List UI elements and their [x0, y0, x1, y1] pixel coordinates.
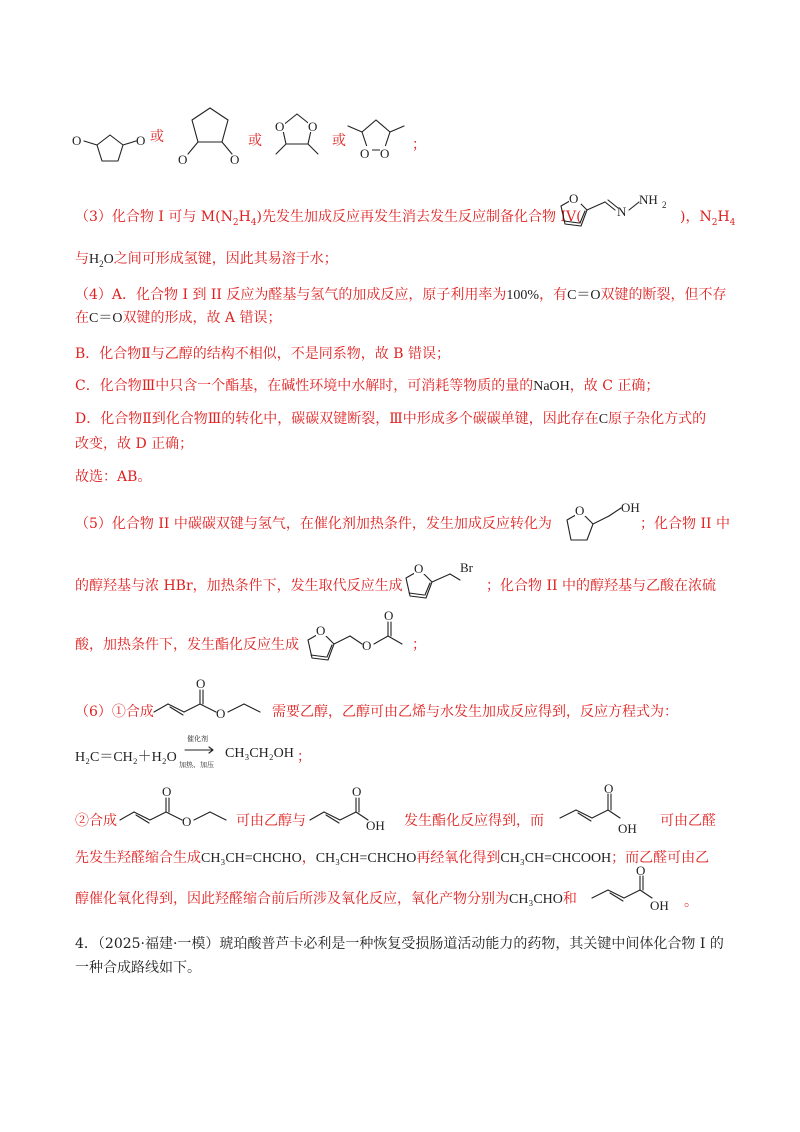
q5-line1-b: ；化合物 II 中	[640, 516, 730, 532]
q3-text: H	[238, 209, 251, 225]
svg-text:O: O	[230, 152, 240, 167]
q6-line1-b: 需要乙醇，乙醇可由乙烯与水发生加成反应得到，反应方程式为：	[272, 704, 678, 720]
q3-line1-end	[680, 207, 735, 233]
acetaldehyde-formula: CH₃CHO	[509, 892, 563, 907]
carbonyl-formula: C＝O	[89, 311, 123, 326]
ethyl-crotonate-structure	[148, 676, 278, 727]
svg-text:O: O	[308, 119, 318, 134]
svg-text:O: O	[182, 814, 192, 829]
svg-text:O: O	[636, 863, 646, 878]
furan-hydrazone-structure	[543, 188, 683, 238]
or-connector: 或	[332, 133, 346, 149]
q3-line1	[75, 207, 582, 233]
naoh-formula: NaOH	[533, 379, 570, 394]
q3-line2	[75, 249, 338, 274]
cyclopentane-1-2-dione-structure	[170, 100, 250, 170]
q6-line5	[75, 889, 577, 910]
q6-line3-c: 发生酯化反应得到，而	[404, 813, 544, 829]
h2o-formula: O	[103, 252, 114, 267]
subscript: 2	[99, 258, 104, 269]
q4-text: D．化合物Ⅱ到化合物Ⅲ的转化中，碳碳双键断裂，Ⅲ中形成多个碳碳单键，因此存在	[75, 411, 599, 427]
svg-text:O: O	[362, 638, 372, 653]
q5-line1-a: （5）化合物 II 中碳碳双键与氢气，在催化剂加热条件，发生加成反应转化为	[75, 516, 552, 532]
dimethylene-dioxolane-structure	[262, 104, 332, 174]
ethyl-crotonate-structure	[116, 784, 246, 835]
question-4-line1: 4．（2025·福建·一模）琥珀酸普芦卡必利是一种恢复受损肠道活动能力的药物，其关键中间体化合物 I 的	[75, 936, 724, 952]
crotonic-acid-formula: CH₃CH=CHCOOH	[500, 851, 612, 866]
q6-line3-a: ②合成	[75, 813, 117, 829]
or-connector: 或	[248, 133, 262, 149]
q6-line3-d: 可由乙醛	[660, 813, 716, 829]
end-punctuation: ；	[412, 137, 426, 153]
equation-right: CH₃CH₂OH	[225, 746, 294, 761]
q3-text: 之间可形成氢键，因此其易溶于水；	[113, 251, 338, 267]
equation-left: H₂C＝CH₂＋H₂O	[75, 750, 177, 765]
q4-a-line1	[75, 285, 727, 306]
subscript: 2	[711, 217, 718, 228]
q6-text: ，	[301, 850, 316, 866]
subscript: 4	[729, 217, 736, 228]
furfuryl-bromide-structure	[396, 550, 486, 605]
q3-text: )先发生加成反应再发生消去发生反应制备化合物 IV(	[256, 209, 582, 225]
percent-value: 100%	[506, 288, 540, 303]
q6-text: ；而乙醛可由乙	[611, 850, 710, 866]
subscript: 4	[250, 217, 257, 228]
svg-text:O: O	[352, 784, 362, 799]
q3-text: H	[717, 209, 730, 225]
crotonic-acid-structure	[306, 784, 406, 835]
svg-text:O: O	[360, 146, 370, 161]
svg-text:O: O	[414, 561, 424, 576]
q6-text: 醇催化氧化得到，因此羟醛缩合前后所涉及氧化反应，氧化产物分别为	[75, 891, 509, 907]
equation-end: ；	[297, 749, 311, 765]
carbonyl-formula: C＝O	[567, 288, 601, 303]
q4-text: 双键的断裂，但不存	[600, 287, 727, 303]
dimethylene-1-2-dioxolane-structure	[336, 104, 416, 174]
oh-label: OH	[621, 500, 640, 515]
svg-text:OH: OH	[618, 821, 637, 836]
cyclopentane-1-3-dione-structure	[70, 115, 150, 175]
svg-text:O: O	[216, 706, 226, 721]
q5-line3-b: ；	[412, 637, 426, 653]
svg-text:O: O	[162, 784, 172, 799]
q3-text: （3）化合物 I 可与 M(N	[75, 209, 233, 225]
q5-line2-a: 的醇羟基与浓 HBr，加热条件下，发生取代反应生成	[75, 578, 403, 594]
svg-text:O: O	[275, 119, 285, 134]
q6-line4	[75, 848, 709, 869]
crotonaldehyde-formula: CH₃CH=CHCHO	[201, 851, 302, 866]
q4-text: C．化合物Ⅲ中只含一个酯基，在碱性环境中水解时，可消耗等物质的量的	[75, 378, 534, 394]
q4-d-line1	[75, 409, 706, 430]
h2o-formula: H	[89, 252, 100, 267]
subscript: 2	[232, 217, 239, 228]
svg-text:2: 2	[662, 200, 667, 210]
q4-text: 双键的形成，故 A 错误；	[122, 310, 282, 326]
q6-line1-a: （6）①合成	[75, 704, 154, 720]
q4-text: （4）A．化合物 I 到 II 反应为醛基与氢气的加成反应，原子利用率为	[75, 287, 507, 303]
furfuryl-acetate-structure	[302, 608, 422, 668]
nh2-label: NH	[639, 192, 658, 207]
q6-text: 先发生羟醛缩合生成	[75, 850, 201, 866]
q4-text: ，有	[539, 287, 568, 303]
crotonaldehyde-formula: CH₃CH=CHCHO	[315, 851, 417, 866]
svg-text:O: O	[380, 146, 390, 161]
q6-text: 再经氧化得到	[416, 850, 501, 866]
svg-text:O: O	[575, 503, 585, 518]
q4-text: 在	[75, 310, 89, 326]
crotonic-acid-structure	[556, 781, 666, 838]
svg-text:O: O	[196, 676, 206, 691]
crotonic-acid-structure	[588, 863, 698, 918]
q4-a-line2	[75, 308, 281, 329]
svg-text:O: O	[136, 133, 146, 148]
or-connector: 或	[150, 129, 164, 145]
question-4-line2: 一种合成路线如下。	[75, 960, 201, 976]
carbon-symbol: C	[598, 412, 609, 427]
q4-d-line2: 改变，故 D 正确；	[75, 436, 194, 452]
svg-text:O: O	[178, 152, 188, 167]
q6-line5-end: 。	[684, 894, 698, 910]
q4-text: 原子杂化方式的	[608, 411, 707, 427]
reaction-arrow	[183, 744, 217, 756]
q3-text: 与	[75, 251, 89, 267]
q4-b: B．化合物Ⅱ与乙醇的结构不相似，不是同系物，故 B 错误；	[75, 346, 450, 362]
svg-text:O: O	[72, 133, 82, 148]
q4-answer: 故选：AB。	[75, 469, 152, 485]
svg-text:OH: OH	[366, 818, 385, 833]
equation-catalyst: 催化剂	[187, 735, 208, 743]
br-label: Br	[460, 560, 473, 575]
q3-text: )，N	[680, 209, 712, 225]
svg-text:O: O	[384, 608, 394, 623]
tetrahydrofurfuryl-alcohol-structure	[545, 494, 645, 549]
equation-conditions: 加热、加压	[179, 761, 214, 769]
svg-text:O: O	[316, 623, 326, 638]
n-label: N	[617, 204, 627, 219]
q4-c	[75, 376, 659, 397]
svg-text:OH: OH	[650, 898, 669, 913]
q5-line2-b: ；化合物 II 中的醇羟基与乙酸在浓硫	[486, 578, 716, 594]
q5-line3-a: 酸，加热条件下，发生酯化反应生成	[75, 637, 299, 653]
o-label: O	[569, 191, 579, 206]
q4-text: ，故 C 正确；	[569, 378, 660, 394]
q6-line3-b: 可由乙醇与	[236, 813, 306, 829]
svg-text:O: O	[604, 781, 614, 796]
q6-text: 和	[562, 891, 577, 907]
